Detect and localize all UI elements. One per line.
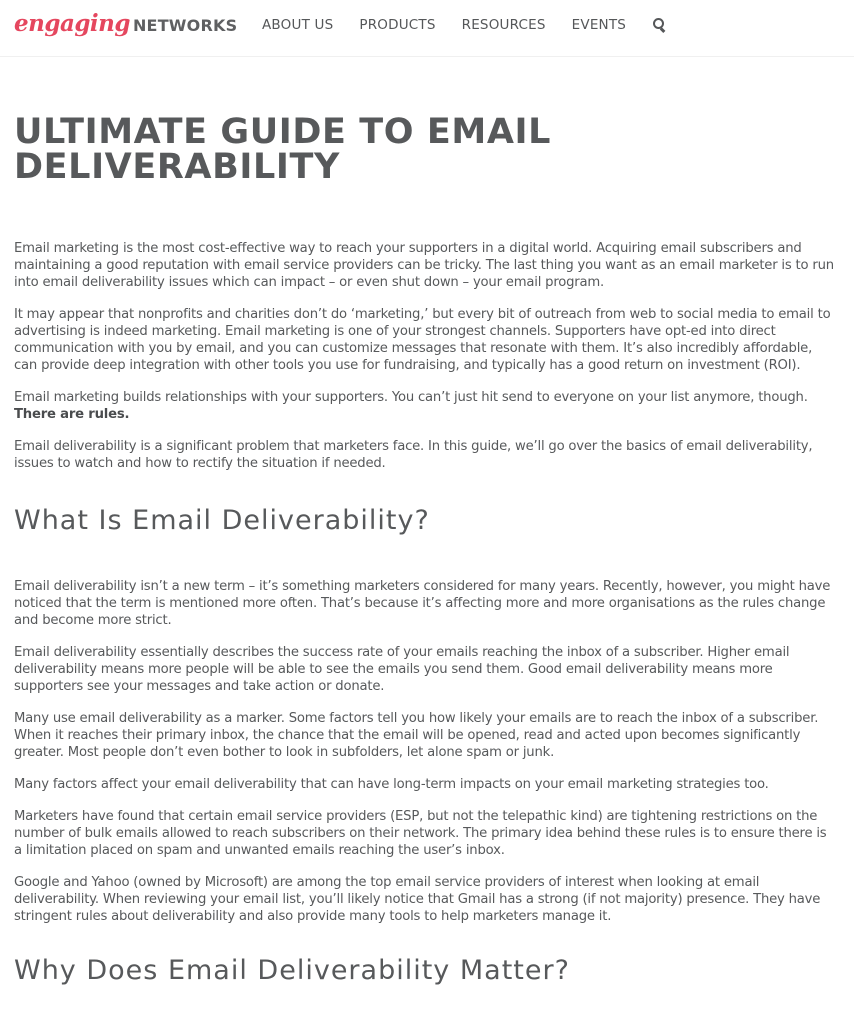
nav-item-events[interactable]: EVENTS [571, 17, 627, 33]
search-icon[interactable] [652, 17, 668, 33]
intro-paragraph-4: Email deliverability is a significant problem that marketers face. In this guide, we’ll go over the basics of email deliverability, issues to watch and how to rectify the situation if needed. [14, 439, 813, 471]
nav-item-about-us[interactable]: ABOUT US [262, 17, 334, 33]
main-nav [262, 17, 668, 33]
section1-paragraph-3: Many use email deliverability as a marker. Some factors tell you how likely your emails are to reach the inbox of a subscriber. When it reaches their primary inbox, the chance that the email will be opened, read and acted upon becomes significantly greater. Most people don’t even bother to look in subfolders, let alone spam or junk. [14, 711, 819, 760]
section1-paragraph-2: Email deliverability essentially describes the success rate of your emails reaching the inbox of a subscriber. Higher email deliverability means more people will be able to see the emails you send them. Good email deliverability means more supporters see your messages and take action or donate. [14, 645, 790, 694]
intro-paragraph-rules [14, 389, 836, 423]
section1-paragraph-6: Google and Yahoo (owned by Microsoft) are among the top email service providers of interest when looking at email deliverability. When reviewing your email list, you’ll likely notice that Gmail has a strong (if not majority) presence. They have stringent rules about deliverability and also provide many tools to help marketers manage it. [14, 875, 821, 924]
rules-text: Email marketing builds relationships with your supporters. You can’t just hit send to everyone on your list anymore, though. [14, 390, 808, 405]
logo-engaging-text: engaging [14, 10, 130, 37]
rules-bold-text: There are rules. [14, 407, 130, 422]
logo[interactable] [14, 10, 237, 42]
page-title [14, 112, 614, 187]
site-header [0, 0, 854, 57]
section1-paragraph-4: Many factors affect your email deliverability that can have long-term impacts on your email marketing strategies too. [14, 777, 769, 792]
section1-paragraph-5: Marketers have found that certain email service providers (ESP, but not the telepathic kind) are tightening restrictions on the number of bulk emails allowed to reach subscribers on their network. The primary idea behind these rules is to ensure there is a limitation placed on spam and unwanted emails reaching the user’s inbox. [14, 809, 827, 858]
page-title-line-1: ULTIMATE GUIDE TO EMAIL [14, 112, 552, 152]
nav-item-resources[interactable]: RESOURCES [461, 17, 546, 33]
intro-paragraph-1: Email marketing is the most cost-effective way to reach your supporters in a digital world. Acquiring email subscribers and maintaining a good reputation with email service providers can be tricky. The last thing you want as an email marketer is to run into email deliverability issues which can impact – or even shut down – your email program. [14, 241, 834, 290]
intro-paragraph-2: It may appear that nonprofits and charities don’t do ‘marketing,’ but every bit of outreach from web to social media to email to advertising is indeed marketing. Email marketing is one of your strongest channels. Supporters have opt-ed into direct communication with you by email, and you can customize messages that resonate with them. It’s also incredibly affordable, can provide deep integration with other tools you use for fundraising, and typically has a good return on investment (ROI). [14, 307, 831, 373]
section-heading-why-matter: Why Does Email Deliverability Matter? [14, 955, 570, 986]
page-title-line-2: DELIVERABILITY [14, 147, 340, 187]
article-content [0, 112, 854, 987]
nav-item-products[interactable]: PRODUCTS [359, 17, 436, 33]
logo-networks-text: NETWORKS [132, 16, 238, 35]
section-heading-what-is: What Is Email Deliverability? [14, 505, 430, 536]
section1-paragraph-1: Email deliverability isn’t a new term – it’s something marketers considered for many years. Recently, however, you might have noticed that the term is mentioned more often. That’s because it’s affecting more and more organisations as the rules change and become more strict. [14, 579, 831, 628]
